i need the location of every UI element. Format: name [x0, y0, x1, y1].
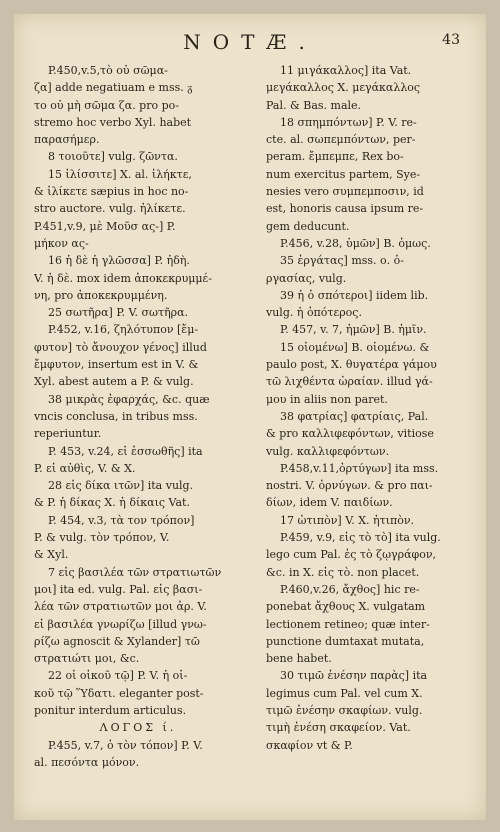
text-line: & P. ἡ δίκας X. ἡ δίκαις Vat.: [34, 496, 190, 510]
text-line: P.452, v.16, ζηλότυπον [ἔμ-: [48, 323, 199, 337]
text-line: P. 454, v.3, τὰ τον τρόπον]: [48, 513, 195, 527]
text-line: παρασήμερ.: [34, 133, 100, 147]
text-line: μήκον ας-: [34, 236, 89, 250]
text-line: 16 ἡ δὲ ἡ γλῶσσα] P. ἡδὴ.: [48, 254, 190, 268]
text-line: P. 453, v.24, εἰ ἐσσωθῆς] ita: [48, 444, 203, 458]
text-line: cte. al. σωπεμπόντων, per-: [266, 133, 416, 147]
text-line: 30 τιμῶ ἐνέσην παρὰς] ita: [280, 669, 428, 683]
text-line: al. πεσόντα μόνον.: [34, 755, 140, 769]
text-line: 11 μιγάκαλλος] ita Vat.: [280, 64, 412, 77]
text-line: τῶ λιχθέντα ὡραίαν. illud γά-: [266, 375, 433, 389]
text-line: 38 μικρὰς ἐφαρχάς, &c. quæ: [48, 392, 210, 406]
text-line: ργασίας, vulg.: [266, 271, 347, 285]
text-line: lego cum Pal. ἐς τὸ ζῳγράφον,: [266, 548, 437, 562]
text-line: est, honoris causa ipsum re-: [266, 202, 424, 216]
text-line: vulg. ἡ ὁπότερος.: [266, 306, 362, 320]
text-line: εἰ βασιλέα γνωρίζω [illud γνω-: [34, 617, 207, 631]
text-line: P. 457, v. 7, ἡμῶν] B. ἡμῖν.: [280, 323, 427, 337]
text-line: P.460,v.26, ἄχθος] hic re-: [280, 582, 420, 596]
text-line: P.451,v.9, μὲ Μοῦσ ας-] P.: [34, 219, 176, 233]
left-column: [34, 62, 242, 771]
page-number: 43: [442, 32, 460, 48]
text-line: δίων, idem V. παιδίων.: [266, 496, 393, 510]
text-line: 18 σπημπόντων] P. V. re-: [280, 115, 417, 129]
text-line: V. ἡ δὲ. mox idem ἀποκεκρυμμέ-: [34, 271, 212, 285]
text-line: 22 οἱ οἰκοῦ τῷ] P. V. ἡ οἱ-: [48, 669, 188, 683]
text-line: nostri. V. ὀρνύγων. & pro παι-: [266, 479, 433, 493]
text-line: Xyl. abest autem a P. & vulg.: [34, 375, 194, 389]
book-page: [14, 14, 486, 820]
text-line: 35 ἐργάτας] mss. ο. ὁ-: [280, 254, 404, 268]
running-title: NOTÆ.: [183, 30, 317, 54]
text-line: stro auctore. vulg. ἠλίκετε.: [34, 202, 186, 216]
text-line: P.450,v.5,τὸ οὐ σῶμα-: [48, 64, 168, 77]
text-line: το οὐ μὴ σῶμα ζα. pro po-: [34, 98, 179, 112]
text-line: τιμὴ ἐνέση σκαφείον. Vat.: [266, 721, 411, 735]
text-line: reperiuntur.: [34, 427, 102, 441]
text-line: ζα] adde negatiuam e mss. ᵹ: [34, 81, 193, 95]
text-line: ponebat ἄχθους X. vulgatam: [266, 600, 426, 614]
text-line: P.456, v.28, ὑμῶν] B. ὁμως.: [280, 236, 431, 250]
text-line: &c. in X. εἰς τὸ. non placet.: [266, 565, 420, 579]
text-line: ΛΟΓΟΣ ί.: [99, 721, 177, 735]
text-line: ἔμφυτον, insertum est in V. &: [34, 358, 199, 372]
text-line: 15 ἰλίσσιτε] X. al. ἰλήκτε,: [48, 167, 192, 181]
text-line: stremo hoc verbo Xyl. habet: [34, 115, 192, 129]
text-line: κοῦ τῷ Ὕδατι. eleganter post-: [34, 686, 204, 700]
page-header: [14, 30, 486, 60]
text-line: μοι] ita ed. vulg. Pal. εἰς βασι-: [34, 582, 203, 596]
text-line: 8 τοιοῦτε] vulg. ζῶντα.: [48, 150, 178, 164]
text-line: φυτον] τὸ ἄνουχον γένος] illud: [34, 340, 207, 354]
text-line: legimus cum Pal. vel cum X.: [266, 686, 423, 700]
text-line: P.455, v.7, ὁ τὸν τόπον] P. V.: [48, 738, 203, 752]
text-line: 17 ὠτιπὸν] V. X. ἠτιπὸν.: [280, 513, 415, 527]
text-line: 25 σωτῆρα] P. V. σωτῆρα.: [48, 306, 189, 320]
text-line: num exercitus partem, Sye-: [266, 167, 421, 181]
text-line: & ἰλίκετε sæpius in hoc no-: [34, 185, 189, 199]
text-line: peram. ἔμπεμπε, Rex bo-: [266, 150, 404, 164]
text-line: bene habet.: [266, 652, 332, 666]
text-line: μεγάκαλλος X. μεγάκαλλος: [266, 81, 421, 95]
text-line: & pro καλλιφεφόντων, vitiose: [266, 427, 434, 441]
text-line: λέα τῶν στρατιωτῶν μοι ἀρ. V.: [34, 600, 207, 614]
text-line: σκαφίον vt & P.: [266, 738, 353, 752]
text-line: μου in aliis non paret.: [266, 392, 388, 406]
text-line: Pal. & Bas. male.: [266, 98, 362, 112]
text-line: vncis conclusa, in tribus mss.: [34, 409, 198, 423]
text-line: gem deducunt.: [266, 219, 350, 233]
text-line: vulg. καλλιφεφόντων.: [266, 444, 390, 458]
text-line: 38 φατρίας] φατρίαις, Pal.: [280, 409, 429, 423]
text-line: 15 οἰομένω] B. οἰομένω. &: [280, 340, 430, 354]
text-line: 39 ἡ ὁ σπότεροι] iidem lib.: [280, 288, 429, 302]
text-line: στρατιώτι μοι, &c.: [34, 652, 140, 666]
text-line: P. εἰ αὐθὶς, V. & X.: [34, 461, 136, 475]
text-line: 7 εἰς βασιλέα τῶν στρατιωτῶν: [48, 565, 222, 579]
text-line: & Xyl.: [34, 548, 69, 562]
text-line: P.458,v.11,ὀρτύγων] ita mss.: [280, 461, 439, 475]
text-line: τιμῶ ἐνέσην σκαφίων. vulg.: [266, 703, 423, 717]
text-line: P. & vulg. τὸν τρόπον, V.: [34, 531, 170, 545]
text-line: P.459, v.9, εἰς τὸ τὸ] ita vulg.: [280, 531, 441, 545]
text-line: punctione dumtaxat mutata,: [266, 634, 425, 648]
text-line: νη, pro ἀποκεκρυμμένη.: [34, 288, 168, 302]
text-line: ponitur interdum articulus.: [34, 703, 187, 717]
text-line: 28 εἰς δίκα ιτῶν] ita vulg.: [48, 479, 194, 493]
text-line: paulo post, X. θυγατέρα γάμου: [266, 358, 437, 372]
text-line: lectionem retineo; quæ inter-: [266, 617, 430, 631]
text-line: ρίζω agnoscit & Xylander] τῶ: [34, 634, 200, 648]
right-column: [266, 62, 474, 754]
text-line: nesies vero συμπεμποσιν, id: [266, 185, 424, 199]
